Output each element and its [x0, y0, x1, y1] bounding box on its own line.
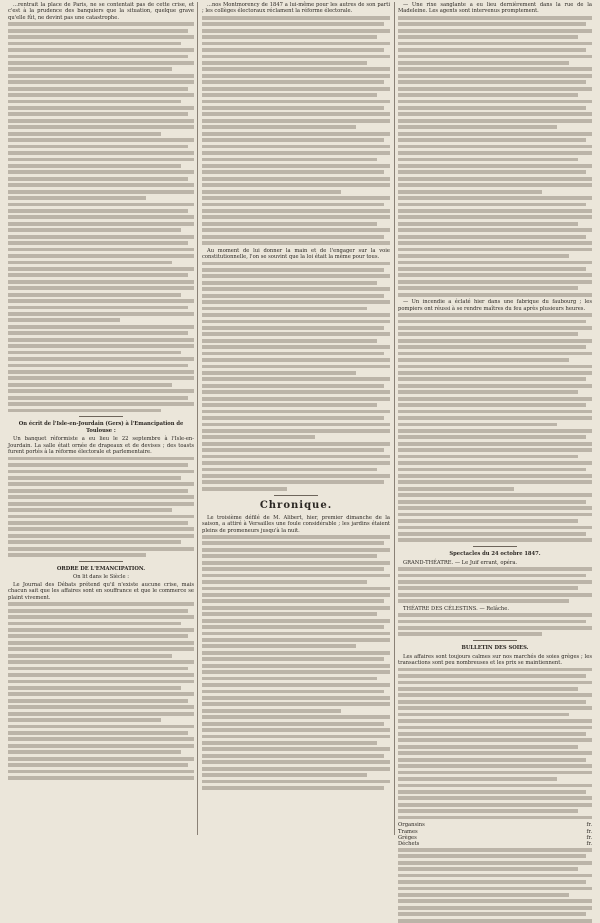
petition-heading: On écrit de l'Isle-en-Jourdain (Gers) à l'Emancipation de Toulouse :	[18, 421, 184, 434]
column-2	[202, 2, 390, 835]
petition-text: Un banquet réformiste a eu lieu le 22 septembre à l'Isle-en-Jourdain. La salle était ornée de drapeaux et de devises ; des toasts furent portés à la réforme électorale et parlementaire.	[8, 436, 194, 456]
section-separator	[79, 561, 123, 562]
column-1-opening: ...rentrait la place de Paris, ne se contentait pas de cette crise, et c'est à la prudence des banquiers que la situation, quelque grave qu'elle fût, ne devint pas une catastrophe.	[8, 2, 194, 21]
bulletin-entry-value: fr.	[586, 828, 592, 835]
notice-subheading: On lit dans le Siècle :	[72, 574, 130, 581]
bulletin-entry-value: fr.	[586, 841, 592, 848]
section-separator	[473, 640, 517, 641]
column-rule	[394, 2, 395, 835]
bulletin-entry-value: fr.	[586, 822, 592, 829]
bulletin-entry-label: Déchets	[398, 841, 420, 848]
column-3	[398, 2, 592, 848]
column-3-opening: — Une rixe sanglante a eu lieu dernièrement dans la rue de la Madeleine. Les agents sont intervenus promptement.	[398, 2, 592, 15]
spectacles-line: GRAND-THÉATRE. — Le Juif errant, opéra.	[403, 559, 518, 566]
bulletin-entry-label: Trames	[398, 828, 418, 835]
column-3-mid-text: — Un incendie a éclaté hier dans une fabrique du faubourg ; les pompiers ont réussi à se rendre maîtres du feu après plusieurs heures.	[398, 299, 592, 312]
chronique-title: Chronique.	[259, 499, 333, 511]
notice-text: Le Journal des Débats prétend qu'il n'existe aucune crise, mais chacun sait que les affaires sont en souffrance et que le commerce se plaint vivement.	[8, 581, 194, 601]
section-separator	[79, 416, 123, 417]
bulletin-price-list	[398, 822, 592, 848]
bulletin-text: Les affaires sont toujours calmes sur nos marchés de soies grèges ; les transactions sont peu nombreuses et les prix se maintiennent.	[398, 653, 592, 667]
chronique-text: Le troisième défilé de M. Alibert, hier, premier dimanche de la saison, a attiré à Versailles une foule considérable ; les jardins étaient pleins de promeneurs jusqu'à la nuit.	[202, 514, 390, 534]
section-separator	[473, 546, 517, 547]
section-separator	[274, 495, 318, 496]
column-rule	[197, 2, 198, 835]
column-2-mid-text: Au moment de lui donner la main et de l'engager sur la voie constitutionnelle, l'on se souvint que la loi était la même pour tous.	[202, 247, 390, 261]
bulletin-entry-value: fr.	[586, 835, 592, 842]
column-2-opening: ...nos Montmorency de 1847 a lui-même pour les autres de son parti ; les collèges électoraux réclament la réforme électorale.	[202, 2, 390, 15]
bulletin-entry-label: Grèges	[398, 835, 417, 842]
spectacles-title: Spectacles du 24 octobre 1847.	[449, 551, 541, 558]
column-1	[8, 2, 194, 835]
bulletin-title: BULLETIN DES SOIES.	[461, 645, 529, 652]
notice-heading: ORDRE DE L'EMANCIPATION.	[56, 566, 146, 573]
bulletin-entry-label: Organsins	[398, 822, 425, 829]
spectacles-line: THÉATRE DES CÉLESTINS. — Relâche.	[403, 605, 509, 612]
